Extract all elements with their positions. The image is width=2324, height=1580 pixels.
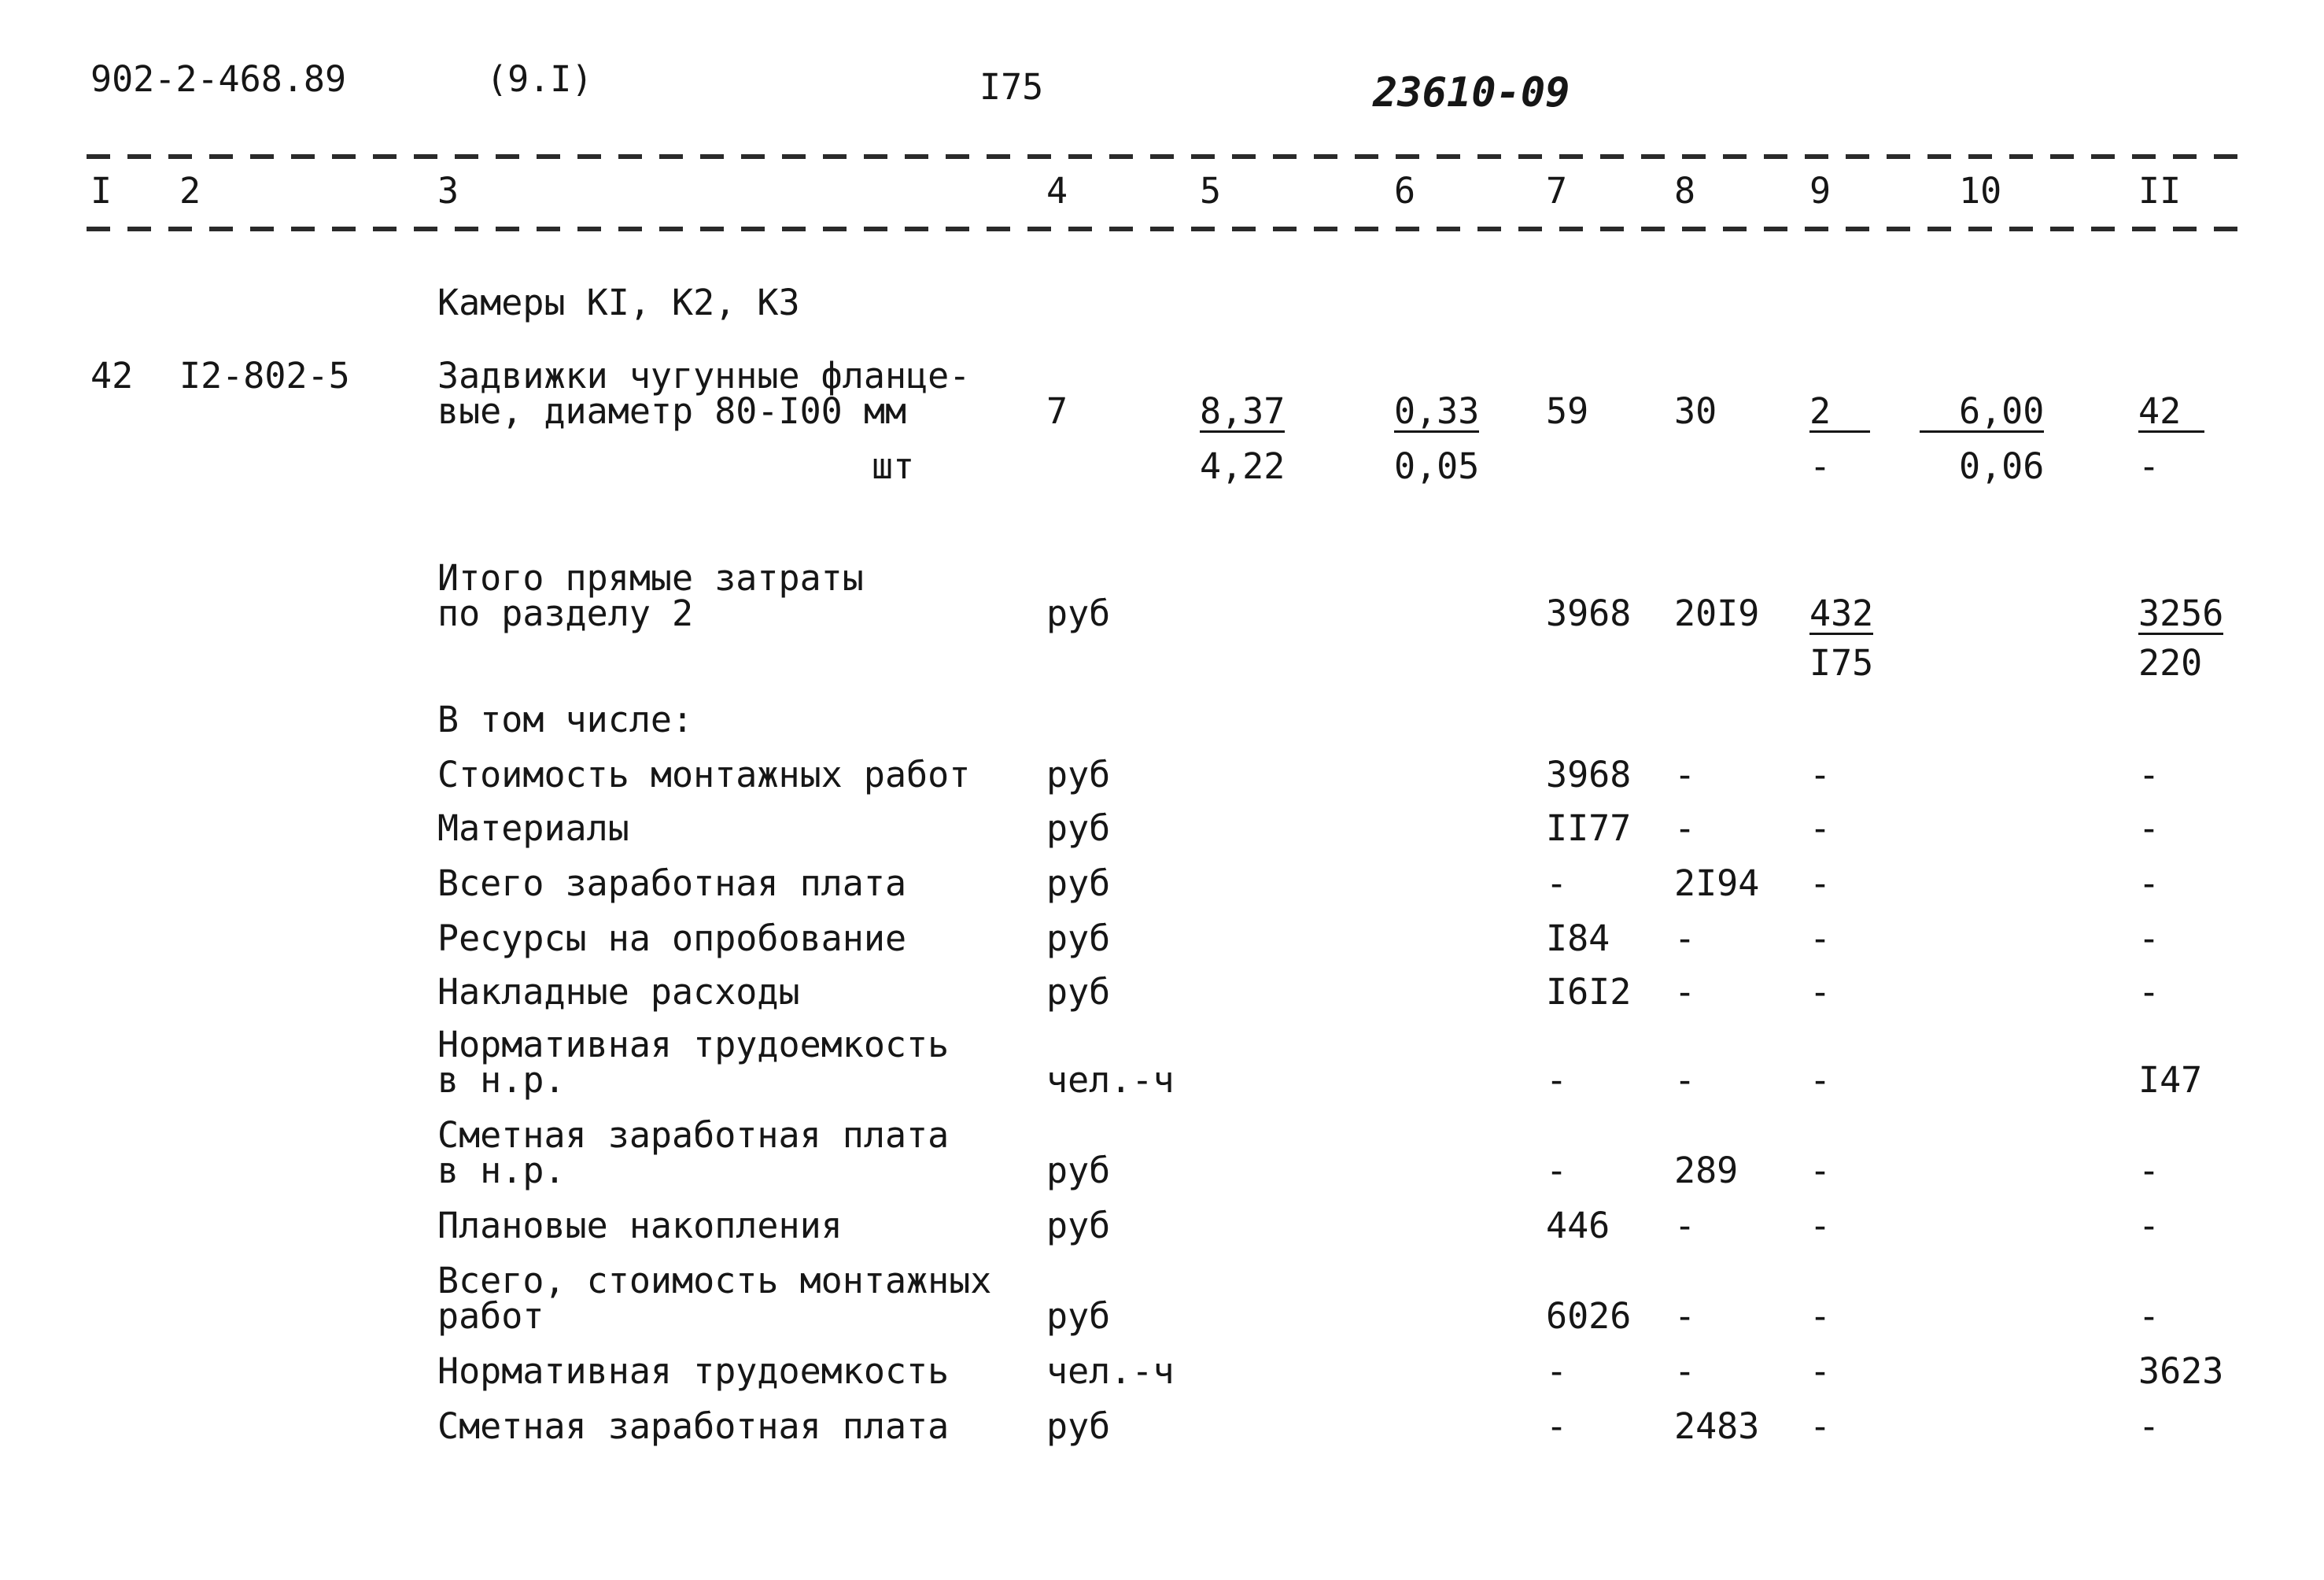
totals-label-line1: Итого прямые затраты bbox=[437, 557, 864, 599]
row-unit: руб bbox=[1046, 1405, 1111, 1447]
row-c7: II77 bbox=[1546, 807, 1632, 849]
row-unit: руб bbox=[1046, 917, 1111, 959]
row-unit: руб bbox=[1046, 754, 1111, 796]
row-c9: - bbox=[1809, 1150, 1832, 1191]
row-c11: - bbox=[2138, 862, 2160, 904]
row-c8: - bbox=[1674, 1295, 1696, 1337]
col-header-4: 4 bbox=[1046, 170, 1068, 212]
item-c10-top: 6,00 bbox=[1920, 393, 2044, 433]
row-c8: 289 bbox=[1674, 1150, 1739, 1191]
totals-unit: руб bbox=[1046, 592, 1111, 634]
row-c11: - bbox=[2138, 1295, 2160, 1337]
col-header-7: 7 bbox=[1546, 170, 1568, 212]
header-rule-bottom bbox=[87, 227, 2242, 231]
row-unit: чел.-ч bbox=[1046, 1059, 1175, 1101]
row-label: Сметная заработная плата bbox=[437, 1405, 950, 1447]
totals-label-line2: по разделу 2 bbox=[437, 592, 694, 634]
item-number: 42 bbox=[90, 355, 134, 397]
row-c9: - bbox=[1809, 1205, 1832, 1246]
col-header-10: 10 bbox=[1959, 170, 2002, 212]
row-c7: 3968 bbox=[1546, 754, 1632, 796]
row-c11: - bbox=[2138, 917, 2160, 959]
row-label: Плановые накопления bbox=[437, 1205, 843, 1246]
row-c7: I6I2 bbox=[1546, 971, 1632, 1013]
group-title: Камеры КI, К2, К3 bbox=[437, 282, 800, 323]
row-c7: - bbox=[1546, 1350, 1568, 1392]
header-rule-top bbox=[87, 154, 2242, 159]
row-c8: - bbox=[1674, 754, 1696, 796]
item-c5-bottom: 4,22 bbox=[1200, 445, 1286, 487]
registration-stamp: 23610-09 bbox=[1373, 69, 1570, 116]
row-c9: - bbox=[1809, 1295, 1832, 1337]
row-c9: - bbox=[1809, 1405, 1832, 1447]
item-c6-top: 0,33 bbox=[1394, 390, 1480, 432]
row-c8: - bbox=[1674, 807, 1696, 849]
item-name-line1: Задвижки чугунные фланце- bbox=[437, 355, 971, 397]
row-c8: - bbox=[1674, 1350, 1696, 1392]
row-c11: - bbox=[2138, 807, 2160, 849]
row-c7: 446 bbox=[1546, 1205, 1610, 1246]
col-header-3: 3 bbox=[437, 170, 459, 212]
row-unit: руб bbox=[1046, 862, 1111, 904]
row-label: Нормативная трудоемкость bbox=[437, 1024, 950, 1065]
row-c11: - bbox=[2138, 971, 2160, 1013]
row-unit: руб bbox=[1046, 971, 1111, 1013]
col-header-8: 8 bbox=[1674, 170, 1696, 212]
totals-c7: 3968 bbox=[1546, 592, 1632, 634]
col-header-11: II bbox=[2138, 170, 2182, 212]
row-c9: - bbox=[1809, 754, 1832, 796]
row-c11: - bbox=[2138, 1405, 2160, 1447]
item-c11-top: 42 bbox=[2138, 393, 2204, 433]
row-c8: - bbox=[1674, 971, 1696, 1013]
row-c7: 6026 bbox=[1546, 1295, 1632, 1337]
row-unit: руб bbox=[1046, 1295, 1111, 1337]
row-c11: 3623 bbox=[2138, 1350, 2224, 1392]
row-c7: - bbox=[1546, 862, 1568, 904]
row-c11: - bbox=[2138, 754, 2160, 796]
totals-c8: 20I9 bbox=[1674, 592, 1760, 634]
row-unit: руб bbox=[1046, 1205, 1111, 1246]
col-header-6: 6 bbox=[1394, 170, 1416, 212]
row-c8: - bbox=[1674, 917, 1696, 959]
col-header-2: 2 bbox=[179, 170, 201, 212]
including-label: В том числе: bbox=[437, 699, 694, 740]
row-unit: чел.-ч bbox=[1046, 1350, 1175, 1392]
row-label: Сметная заработная плата bbox=[437, 1114, 950, 1156]
item-c10-bottom: 0,06 bbox=[1959, 445, 2045, 487]
col-header-9: 9 bbox=[1809, 170, 1832, 212]
row-c11: - bbox=[2138, 1150, 2160, 1191]
row-label: Ресурсы на опробование bbox=[437, 917, 907, 959]
totals-c9-top: 432 bbox=[1809, 592, 1874, 634]
row-c9: - bbox=[1809, 1350, 1832, 1392]
row-c7: - bbox=[1546, 1150, 1568, 1191]
item-c9-top: 2 bbox=[1809, 393, 1870, 433]
row-c9: - bbox=[1809, 807, 1832, 849]
row-c8: 2I94 bbox=[1674, 862, 1760, 904]
row-c9: - bbox=[1809, 862, 1832, 904]
row-c7: - bbox=[1546, 1059, 1568, 1101]
totals-c11-bottom: 220 bbox=[2138, 642, 2203, 684]
row-c7: I84 bbox=[1546, 917, 1610, 959]
col-header-1: I bbox=[90, 170, 113, 212]
row-label-line2: работ bbox=[437, 1295, 544, 1337]
item-c9-bottom: - bbox=[1809, 445, 1832, 487]
item-c5-top: 8,37 bbox=[1200, 390, 1286, 432]
row-c8: 2483 bbox=[1674, 1405, 1760, 1447]
item-c11-bottom: - bbox=[2138, 445, 2160, 487]
row-c8: - bbox=[1674, 1059, 1696, 1101]
row-c11: - bbox=[2138, 1205, 2160, 1246]
item-c6-bottom: 0,05 bbox=[1394, 445, 1480, 487]
row-c7: - bbox=[1546, 1405, 1568, 1447]
row-c11: I47 bbox=[2138, 1059, 2203, 1101]
row-label: Всего, стоимость монтажных bbox=[437, 1260, 992, 1301]
item-name-line2: вые, диаметр 80-I00 мм bbox=[437, 390, 907, 432]
totals-c11-top: 3256 bbox=[2138, 592, 2224, 634]
item-c7: 59 bbox=[1546, 390, 1589, 432]
row-label: Нормативная трудоемкость bbox=[437, 1350, 950, 1392]
item-qty: 7 bbox=[1046, 390, 1068, 432]
row-label-line2: в н.р. bbox=[437, 1150, 566, 1191]
row-label-line2: в н.р. bbox=[437, 1059, 566, 1101]
row-label: Всего заработная плата bbox=[437, 862, 907, 904]
row-unit: руб bbox=[1046, 807, 1111, 849]
doc-number: 902-2-468.89 bbox=[90, 58, 347, 100]
item-c8: 30 bbox=[1674, 390, 1717, 432]
row-c9: - bbox=[1809, 1059, 1832, 1101]
col-header-5: 5 bbox=[1200, 170, 1222, 212]
row-label: Накладные расходы bbox=[437, 971, 800, 1013]
row-c9: - bbox=[1809, 917, 1832, 959]
totals-c9-bottom: I75 bbox=[1809, 642, 1874, 684]
row-c8: - bbox=[1674, 1205, 1696, 1246]
item-code: I2-802-5 bbox=[179, 355, 350, 397]
page-number: I75 bbox=[979, 66, 1044, 108]
row-label: Стоимость монтажных работ bbox=[437, 754, 971, 796]
section-number: (9.I) bbox=[486, 58, 593, 100]
item-unit: шт bbox=[872, 445, 915, 487]
row-c9: - bbox=[1809, 971, 1832, 1013]
row-unit: руб bbox=[1046, 1150, 1111, 1191]
row-label: Материалы bbox=[437, 807, 629, 849]
